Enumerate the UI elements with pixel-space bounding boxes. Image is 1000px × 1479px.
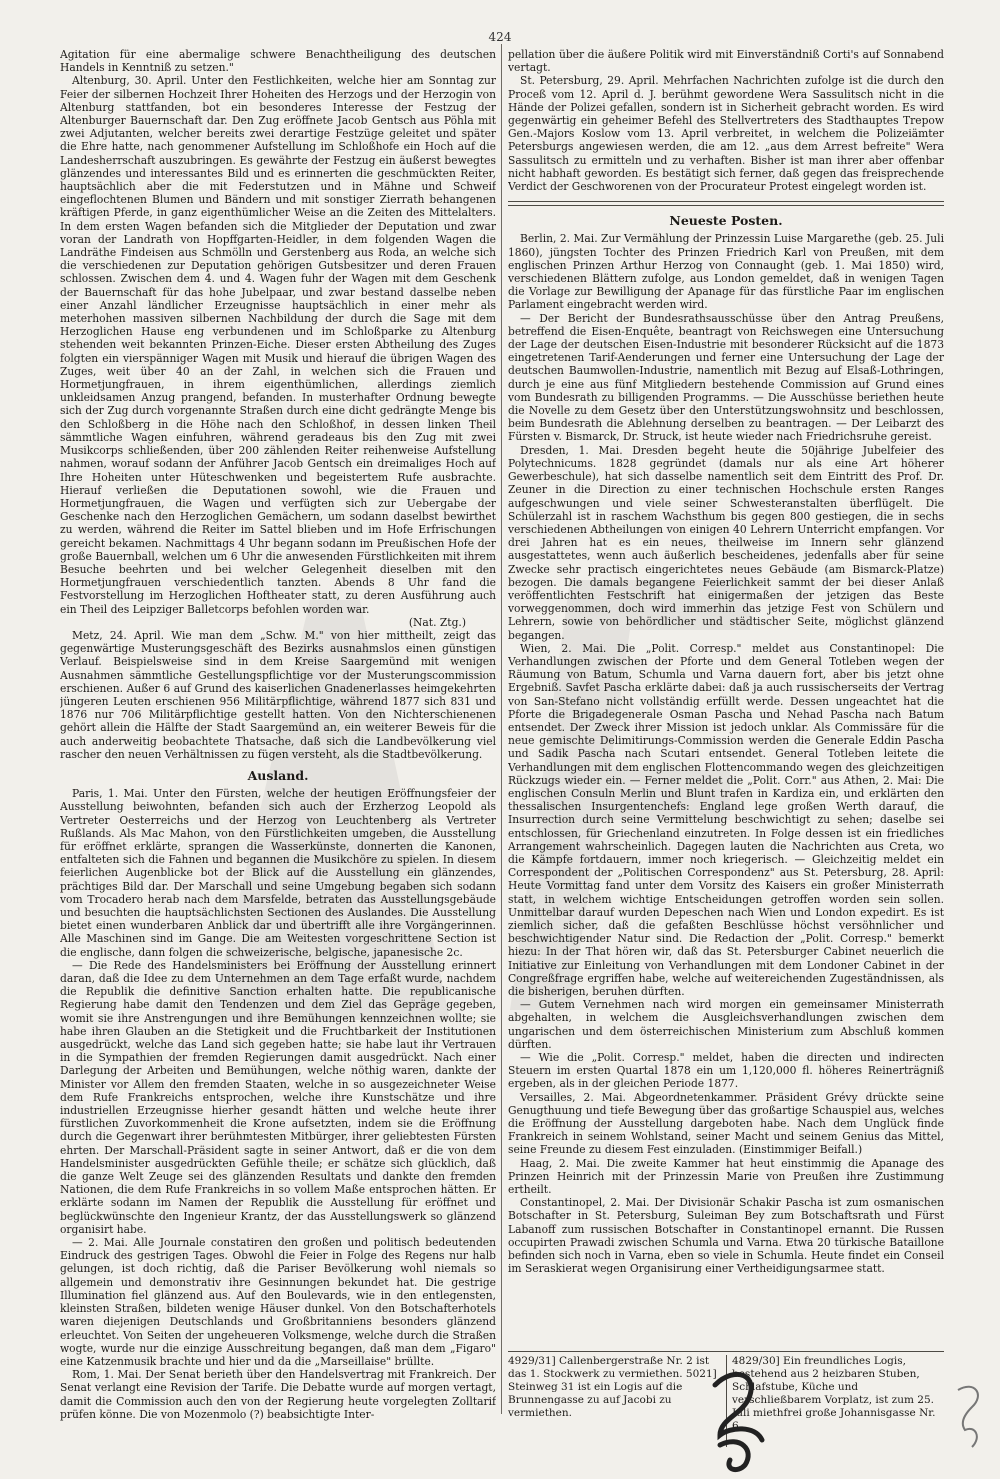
left-article-paragraph: — 2. Mai. Alle Journale constatiren den großen und politisch bedeutenden Eindruck des gestrigen Tages. Obwohl die Feier in Folge des Regens nur halb gelungen, ist doch richtig, daß die Pariser Bevölkerung wohl niemals so allgemein und demonstrativ ihre Gesinnungen bekundet hat. Die gestrige Illumination fiel glänzend aus. Auf den Boulevards, wie in den entlegensten, kleinsten Straßen, bildeten wenige Häuser dunkel. Von den Botschafterhotels waren diejenigen Deutschlands und Großbritanniens besonders glänzend erleuchtet. Von Seiten der ungeheueren Volksmenge, welche durch die Straßen wogte, wurde nur die einzige Ausschreitung begangen, daß man dem „Figaro" eine Katzenmusik brachte und hier und da die „Marseillaise" brüllte. — [60, 1236, 496, 1368]
left-source-note: (Nat. Ztg.) — [408, 615, 466, 629]
right-article-paragraph: St. Petersburg, 29. April. Mehrfachen Nachrichten zufolge ist die durch den Proceß vom 12. April d. J. berühmt gewordene Wera Sassulitsch nicht in die Hände der Polizei gefallen, sondern ist in Sicherheit gebracht worden. Es wird gegenwärtig ein geheimer Befehl des Stellvertreters des Stadthauptes Trepow Gen.-Majors Koslow vom 13. April verbreitet, in welchem die Polizeiämter Petersburgs angewiesen werden, die am 12. „aus dem Arrest befreite" Wera Sassulitsch zu ermitteln und zu verhaften. Bisher ist man ihrer aber offenbar nicht habhaft geworden. Es bestätigt sich ferner, daß gegen das freisprechende Verdict der Geschworenen von der Procurateur Protest eingelegt worden ist. — [508, 74, 944, 194]
left-column — [60, 48, 496, 1453]
right-article-paragraph: Berlin, 2. Mai. Zur Vermählung der Prinzessin Luise Margarethe (geb. 25. Juli 1860), jüngsten Tochter des Prinzen Friedrich Karl von Preußen, mit dem englischen Prinzen Arthur Herzog von Connaught (geb. 1. Mai 1850) wird, verschiedenen Blättern zufolge, aus London gemeldet, daß in wenigen Tagen die Vorlage zur Bewilligung der Apanage für das fürstliche Paar im englischen Parlament eingebracht werden wird. — [508, 232, 944, 312]
column-divider — [501, 44, 502, 1414]
left-article-paragraph: Metz, 24. April. Wie man dem „Schw. M." von hier mittheilt, zeigt das gegenwärtige Musterungsgeschäft des Bezirks ausnahmslos einen günstigen Verlauf. Beispielsweise sind in dem Kreise Saargemünd mit wenigen Ausnahmen sämmtliche Gestellungspflichtige vor der Musterungscommission erschienen. Außer 6 auf Grund des kaiserlichen Gnadenerlasses heimgekehrten jüngeren Leuten erschienen 956 Militärpflichtige, während 1877 sich 831 und 1876 nur 706 Militärpflichtige gestellt hatten. Von den Nichterschienenen gehört allein die Hälfte der Stadt Saargemünd an, ein weiterer Beweis für die auch anderweitig beobachtete Thatsache, daß sich die Landbevölkerung viel rascher den neuen Verhältnissen zu fügen versteht, als die Stadtbevölkerung. — [60, 628, 496, 761]
right-article-paragraph: Wien, 2. Mai. Die „Polit. Corresp." meldet aus Constantinopel: Die Verhandlungen zwischen der Pforte und dem General Totleben wegen der Räumung von Batum, Schumla und Varna dauern fort, aber bis jetzt ohne Ergebniß. Savfet Pascha erklärte dabei: daß ja auch russischerseits der Vertrag von San-Stefano nicht vollständig erfüllt werde. Dessen ungeachtet hat die Pforte die Brigadegenerale Osman Pascha und Nehad Pascha nach Batum entsendet. Der Zweck ihrer Mission ist jedoch unklar. Als Commissäre für die neue gemischte Delimitirungs-Commission werden die Generale Eddin Pascha und Sadik Pascha nach Scutari entsendet. General Totleben leitete die Verhandlungen mit dem englischen Flottencommando wegen des gleichzeitigen Rückzugs wieder ein. — Ferner meldet die „Polit. Corr." aus Athen, 2. Mai: Die englischen Consuln Merlin und Blunt trafen in Kardiza ein, und erklärten den thessalischen Insurgentenchefs: England lege großen Werth darauf, die Insurrection durch seine Vermittelung beschwichtigt zu sehen; daselbe sei entschlossen, für Griechenland einzutreten. In Folge dessen ist ein friedliches Arrangement wahrscheinlich. Dagegen lauten die Nachrichten aus Creta, wo die Kämpfe fortdauern, immer noch kriegerisch. — Gleichzeitig meldet ein Correspondent der „Politischen Correspondenz" aus St. Petersburg, 28. April: Heute Vormittag fand unter dem Vorsitz des Kaisers ein großer Ministerrath statt, in welchem wichtige Entscheidungen getroffen worden sein sollen. Unmittelbar darauf wurden Depeschen nach Wien und London expedirt. Es ist ziemlich sicher, daß die gefaßten Beschlüsse höchst versöhnlicher und beschwichtigender Natur sind. Die Redaction der „Polit. Corresp." bemerkt hiezu: In der That hören wir, daß das St. Petersburger Cabinet neuerlich die Initiative zur Einleitung von Verhandlungen mit dem Londoner Cabinet in der Congreßfrage ergriffen habe, welche auf weitereichenden Zugeständnissen, als die bisherigen, beruhen dürften. — [508, 641, 944, 999]
left-article-paragraph: Rom, 1. Mai. Der Senat berieth über den Handelsvertrag mit Frankreich. Der Senat verlangt eine Revision der Tarife. Die Debatte wurde auf morgen vertagt, damit die Commission auch den von der Regierung heute vorgelegten Zolltarif prüfen könne. Die von Mozenmolo (?) beabsichtigte Inter- — [60, 1368, 496, 1421]
pencil-number-mark — [950, 1375, 990, 1455]
right-article-paragraph: — Der Bericht der Bundesrathsausschüsse über den Antrag Preußens, betreffend die Eisen-Enquête, beantragt von Reichswegen eine Untersuchung der Lage der deutschen Eisen-Industrie mit besonderer Rücksicht auf die 1873 eingetretenen Tarif-Aenderungen und ferner eine Untersuchung der Lage der deutschen Baumwollen-Industrie, namentlich mit Bezug auf Elsaß-Lothringen, durch je eine aus fünf Mitgliedern bestehende Commission auf Grund eines vom Bundesrath zu billigenden Programms. — Die Ausschüsse beriethen heute die Novelle zu dem Gesetz über den Unterstützungswohnsitz und beschlossen, beim Bundesrath die Ablehnung derselben zu beantragen. — Der Leibarzt des Fürsten v. Bismarck, Dr. Struck, ist heute wieder nach Friedrichsruhe gereist. — [508, 311, 944, 444]
ad-left-text: 4929/31] Callenbergerstraße Nr. 2 ist das 1. Stockwerk zu vermiethen. 5021] Steinweg 31 ist ein Logis auf die Brunnengasse zu auf Jacobi zu vermiethen. — [508, 1355, 717, 1419]
left-article-paragraph: Agitation für eine abermalige schwere Benachtheiligung des deutschen Handels in Kenntniß zu setzen." — [60, 48, 496, 75]
right-article-paragraph: — Gutem Vernehmen nach wird morgen ein gemeinsamer Ministerrath abgehalten, in welchem die Ausgleichsverhandlungen zwischen dem ungarischen und dem österreichischen Ministerium zum Abschluß kommen dürften. — [508, 998, 944, 1051]
right-column — [508, 48, 944, 1453]
ad-left — [508, 1355, 727, 1447]
left-article-paragraph: Altenburg, 30. April. Unter den Festlichkeiten, welche hier am Sonntag zur Feier der silbernen Hochzeit Ihrer Hoheiten des Herzogs und der Herzogin von Altenburg stattfanden, bot ein besonderes Interesse der Festzug der Altenburger Bauernschaft dar. Den Zug eröffnete Jacob Gentsch aus Pöhla mit zwei Adjutanten, welcher bereits zwei derartige Festzüge geleitet und später die Ehre hatte, nach genommener Aufstellung im Schloßhofe ein Hoch auf die Landesherrschaft auszubringen. Es gewährte der Festzug ein äußerst bewegtes glänzendes und interessantes Bild und es erinnerten die geschmückten Reiter, hauptsächlich aber die mit Federstutzen und in Mähne und Schweif eingeflochtenen Blumen und Bändern und mit sonstiger Zierrath behangenen kräftigen Pferde, in ganz eigenthümlicher Weise an die Zeiten des Mittelalters. In dem ersten Wagen befanden sich die Mitglieder der Deputation und zwar voran der Landrath von Hopffgarten-Heidler, in dem folgenden Wagen die Landräthe Findeisen aus Schmölln und Gerstenberg aus Roda, an welche sich die verschiedenen zur Deputation gehörigen Gutsbesitzer und deren Frauen schlossen. Zwischen dem 4. und 4. Wagen fuhr der Wagen mit dem Geschenk der Bauernschaft für das hohe Jubelpaar, und zwar bestand dasselbe neben einer Anzahl ländlicher Erzeugnisse hauptsächlich in einer mehr als meterhohen massiven silbernen Nachbildung der durch die Sage mit dem Herzoglichen Hause eng verbundenen und im Schloßparke zu Altenburg stehenden weit bekannten Prinzen-Eiche. Dieser ersten Abtheilung des Zuges folgten ein vierspänniger Wagen mit Musik und hierauf die übrigen Wagen des Zuges, weit über 40 an der Zahl, in welchen sich die Frauen und Hormetjungfrauen, in ihrem eigenthümlichen, allerdings ziemlich unkleidsamen Anzug prangend, befanden. In musterhafter Ordnung bewegte sich der Zug durch vorgenannte Straßen durch eine dicht gedrängte Menge bis den Schloßberg in die Höhe nach den Schloßhof, in dessen linken Theil sämmtliche Wagen einfuhren, während geradeaus bis den Zug mit zwei Musikcorps schließenden, über 200 zählenden Reiter reihenweise Aufstellung nahmen, worauf sodann der Anführer Jacob Gentsch ein dreimaliges Hoch auf Ihre Hoheiten unter Hüteschwenken und begeistertem Rufe ausbrachte. Hierauf verließen die Deputationen sowohl, wie die Frauen und Hormetjungfrauen, die Wagen und verfügten sich zur Uebergabe der Geschenke nach den Herzoglichen Gemächern, um sodann daselbst bewirthet zu werden, während die Reiter im Sattel blieben und im Hofe Erfrischungen gereicht bekamen. Nachmittags 4 Uhr begann sodann im Preußischen Hofe der große Bauernball, welchen um 6 Uhr die anwesenden Fürstlichkeiten mit ihrem Besuche beehrten und bei welcher Gelegenheit dieselben mit den Hormetjungfrauen verschiedentlich tanzten. Abends 8 Uhr fand die Festvorstellung im Herzoglichen Hoftheater statt, zu deren Ausführung auch ein Theil des Leipziger Balletcorps befohlen worden war. — [60, 74, 496, 616]
right-article-paragraph: Versailles, 2. Mai. Abgeordnetenkammer. Präsident Grévy drückte seine Genugthuung und tiefe Bewegung über das großartige Schauspiel aus, welches die Eröffnung der Ausstellung dargeboten habe. Nach dem Unglück finde Frankreich in seinem Wohlstand, seiner Macht und seinem Genius das Mittel, seine Freunde zu diesem Fest einzuladen. (Einstimmiger Beifall.) — [508, 1090, 944, 1157]
ad-right-text: 4829/30] Ein freundliches Logis, bestehend aus 2 heizbaren Stuben, Schlafstube, Küche und verschließbarem Vorplatz, ist zum 25. Juli miethfrei große Johannisgasse Nr. 6. — [732, 1355, 936, 1432]
right-article-paragraph: — Wie die „Polit. Corresp." meldet, haben die directen und indirecten Steuern im ersten Quartal 1878 ein um 1,120,000 fl. höheres Reinerträgniß ergeben, als in der gleichen Periode 1877. — [508, 1051, 944, 1091]
right-article-paragraph: pellation über die äußere Politik wird mit Einverständniß Corti's auf Sonnabend vertagt. — [508, 48, 944, 75]
left-article-paragraph: Paris, 1. Mai. Unter den Fürsten, welche der heutigen Eröffnungsfeier der Ausstellung beiwohnten, befanden sich auch der Erzherzog Leopold als Vertreter Oesterreichs und der Herzog von Leuchtenberg als Vertreter Rußlands. Als Mac Mahon, von den Fürstlichkeiten umgeben, die Ausstellung für eröffnet erklärte, sprangen die Wasserkünste, donnerten die Kanonen, entfalteten sich die Fahnen und begannen die Musikchöre zu spielen. In diesem feierlichen Augenblicke bot der Blick auf die Ausstellung ein glänzendes, prächtiges Bild dar. Der Marschall und seine Umgebung begaben sich sodann vom Trocadero herab nach dem Marsfelde, betraten das Ausstellungsgebäude und besuchten die hauptsächlichsten Sectionen des Auslandes. Die Ausstellung bietet einen wunderbaren Anblick dar und übertrifft alle ihre Vorgängerinnen. Alle Maschinen sind im Gange. Die am Weitesten vorgeschrittene Section ist die englische, dann folgen die schweizerische, belgische, japanesische 2c. — [60, 787, 496, 959]
ads-divider — [508, 1351, 944, 1352]
left-section-heading: Ausland. — [247, 767, 309, 783]
right-article-paragraph: Haag, 2. Mai. Die zweite Kammer hat heut einstimmig die Apanage des Prinzen Heinrich mit der Prinzessin Marie von Preußen ihre Zustimmung ertheilt. — [508, 1156, 944, 1197]
left-article-paragraph: — Die Rede des Handelsministers bei Eröffnung der Ausstellung erinnert daran, daß die Idee zu dem Unternehmen an dem Tage erfaßt wurde, nachdem die Republik die definitive Sanction erhalten hatte. Die republicanische Regierung habe damit den Tendenzen und dem Ziel das Gepräge gegeben, womit sie ihre Anstrengungen und ihre Bemühungen kennzeichnen wollte; sie habe ihren Glauben an die Stetigkeit und die Fruchtbarkeit der Institutionen ausgedrückt, welche das Land sich gegeben hatte; sie habe laut ihr Vertrauen in die Sympathien der fremden Regierungen damit ausgedrückt. Nach einer Darlegung der Arbeiten und Bemühungen, welche nöthig waren, dankte der Minister vor Allem den fremden Staaten, welche in so ausgezeichneter Weise dem Rufe Frankreichs entsprochen, welche ihre Kunstschätze und ihre industriellen Erzeugnisse hierher gesandt hätten und welche heute ihrer fürstlichen Zuvorkommenheit die Krone aufsetzten, indem sie die Eröffnung durch die Gegenwart ihrer berühmtesten Mitbürger, ihrer geliebtesten Fürsten ehrten. Der Marschall-Präsident sagte in seiner Antwort, daß er die von dem Handelsminister ausgedrückten Gefühle theile; er schätze sich glücklich, daß die ganze Welt Zeuge sei des glänzenden Resultats und dankte den fremden Nationen, die dem Rufe Frankreichs in so vollem Maße entsprochen hätten. Er erklärte sodann im Namen der Republik die Ausstellung für eröffnet und beglückwünschte den Ingenieur Krantz, der das Ausstellungswerk so glänzend organisirt habe. — [60, 958, 496, 1236]
right-section-heading: Neueste Posten. — [669, 213, 783, 229]
right-article-paragraph: Constantinopel, 2. Mai. Der Divisionär Schakir Pascha ist zum osmanischen Botschafter in St. Petersburg, Suleiman Bey zum Botschaftsrath und Fürst Labanoff zum russischen Botschafter in Constantinopel ernannt. Die Russen occupirten Prawadi zwischen Schumla und Varna. Etwa 20 türkische Bataillone befinden sich noch in Varna, eben so viele in Schumla. Heute findet ein Conseil im Seraskierat wegen Organisirung einer Vertheidigungsarmee statt. — [508, 1196, 944, 1276]
page-number: 424 — [488, 30, 512, 44]
handwritten-number-mark — [700, 1365, 780, 1475]
right-article-paragraph: Dresden, 1. Mai. Dresden begeht heute die 50jährige Jubelfeier des Polytechnicums. 1828 gegründet (damals nur als eine Art höherer Gewerbeschule), hat sich dasselbe namentlich seit dem Eintritt des Prof. Dr. Zeuner in die Direction zu einer technischen Hochschule ersten Ranges aufgeschwungen und viele seiner Schwesteranstalten überflügelt. Die Schülerzahl ist in raschem Wachsthum bis gegen 800 gestiegen, die in sechs verschiedenen Abtheilungen von einigen 40 Lehrern Unterricht empfangen. Vor drei Jahren hat es ein neues, theilweise im Innern sehr glänzend ausgestattetes, wenn auch äußerlich bescheidenes, jedenfalls aber für seine Zwecke sehr practisch eingerichtetes neues Gebäude (am Bismarck-Platze) bezogen. Die damals begangene Feierlichkeit sammt der bei dieser Anlaß veröffentlichten Festschrift hat einigermaßen der jetzigen das Beste vorweggenommen, doch wird immerhin das jetzige Fest von Schülern und Lehrern, sowie von behördlicher und städtischer Seite, möglichst glänzend begangen. — [508, 443, 944, 642]
right-rule — [508, 201, 944, 206]
